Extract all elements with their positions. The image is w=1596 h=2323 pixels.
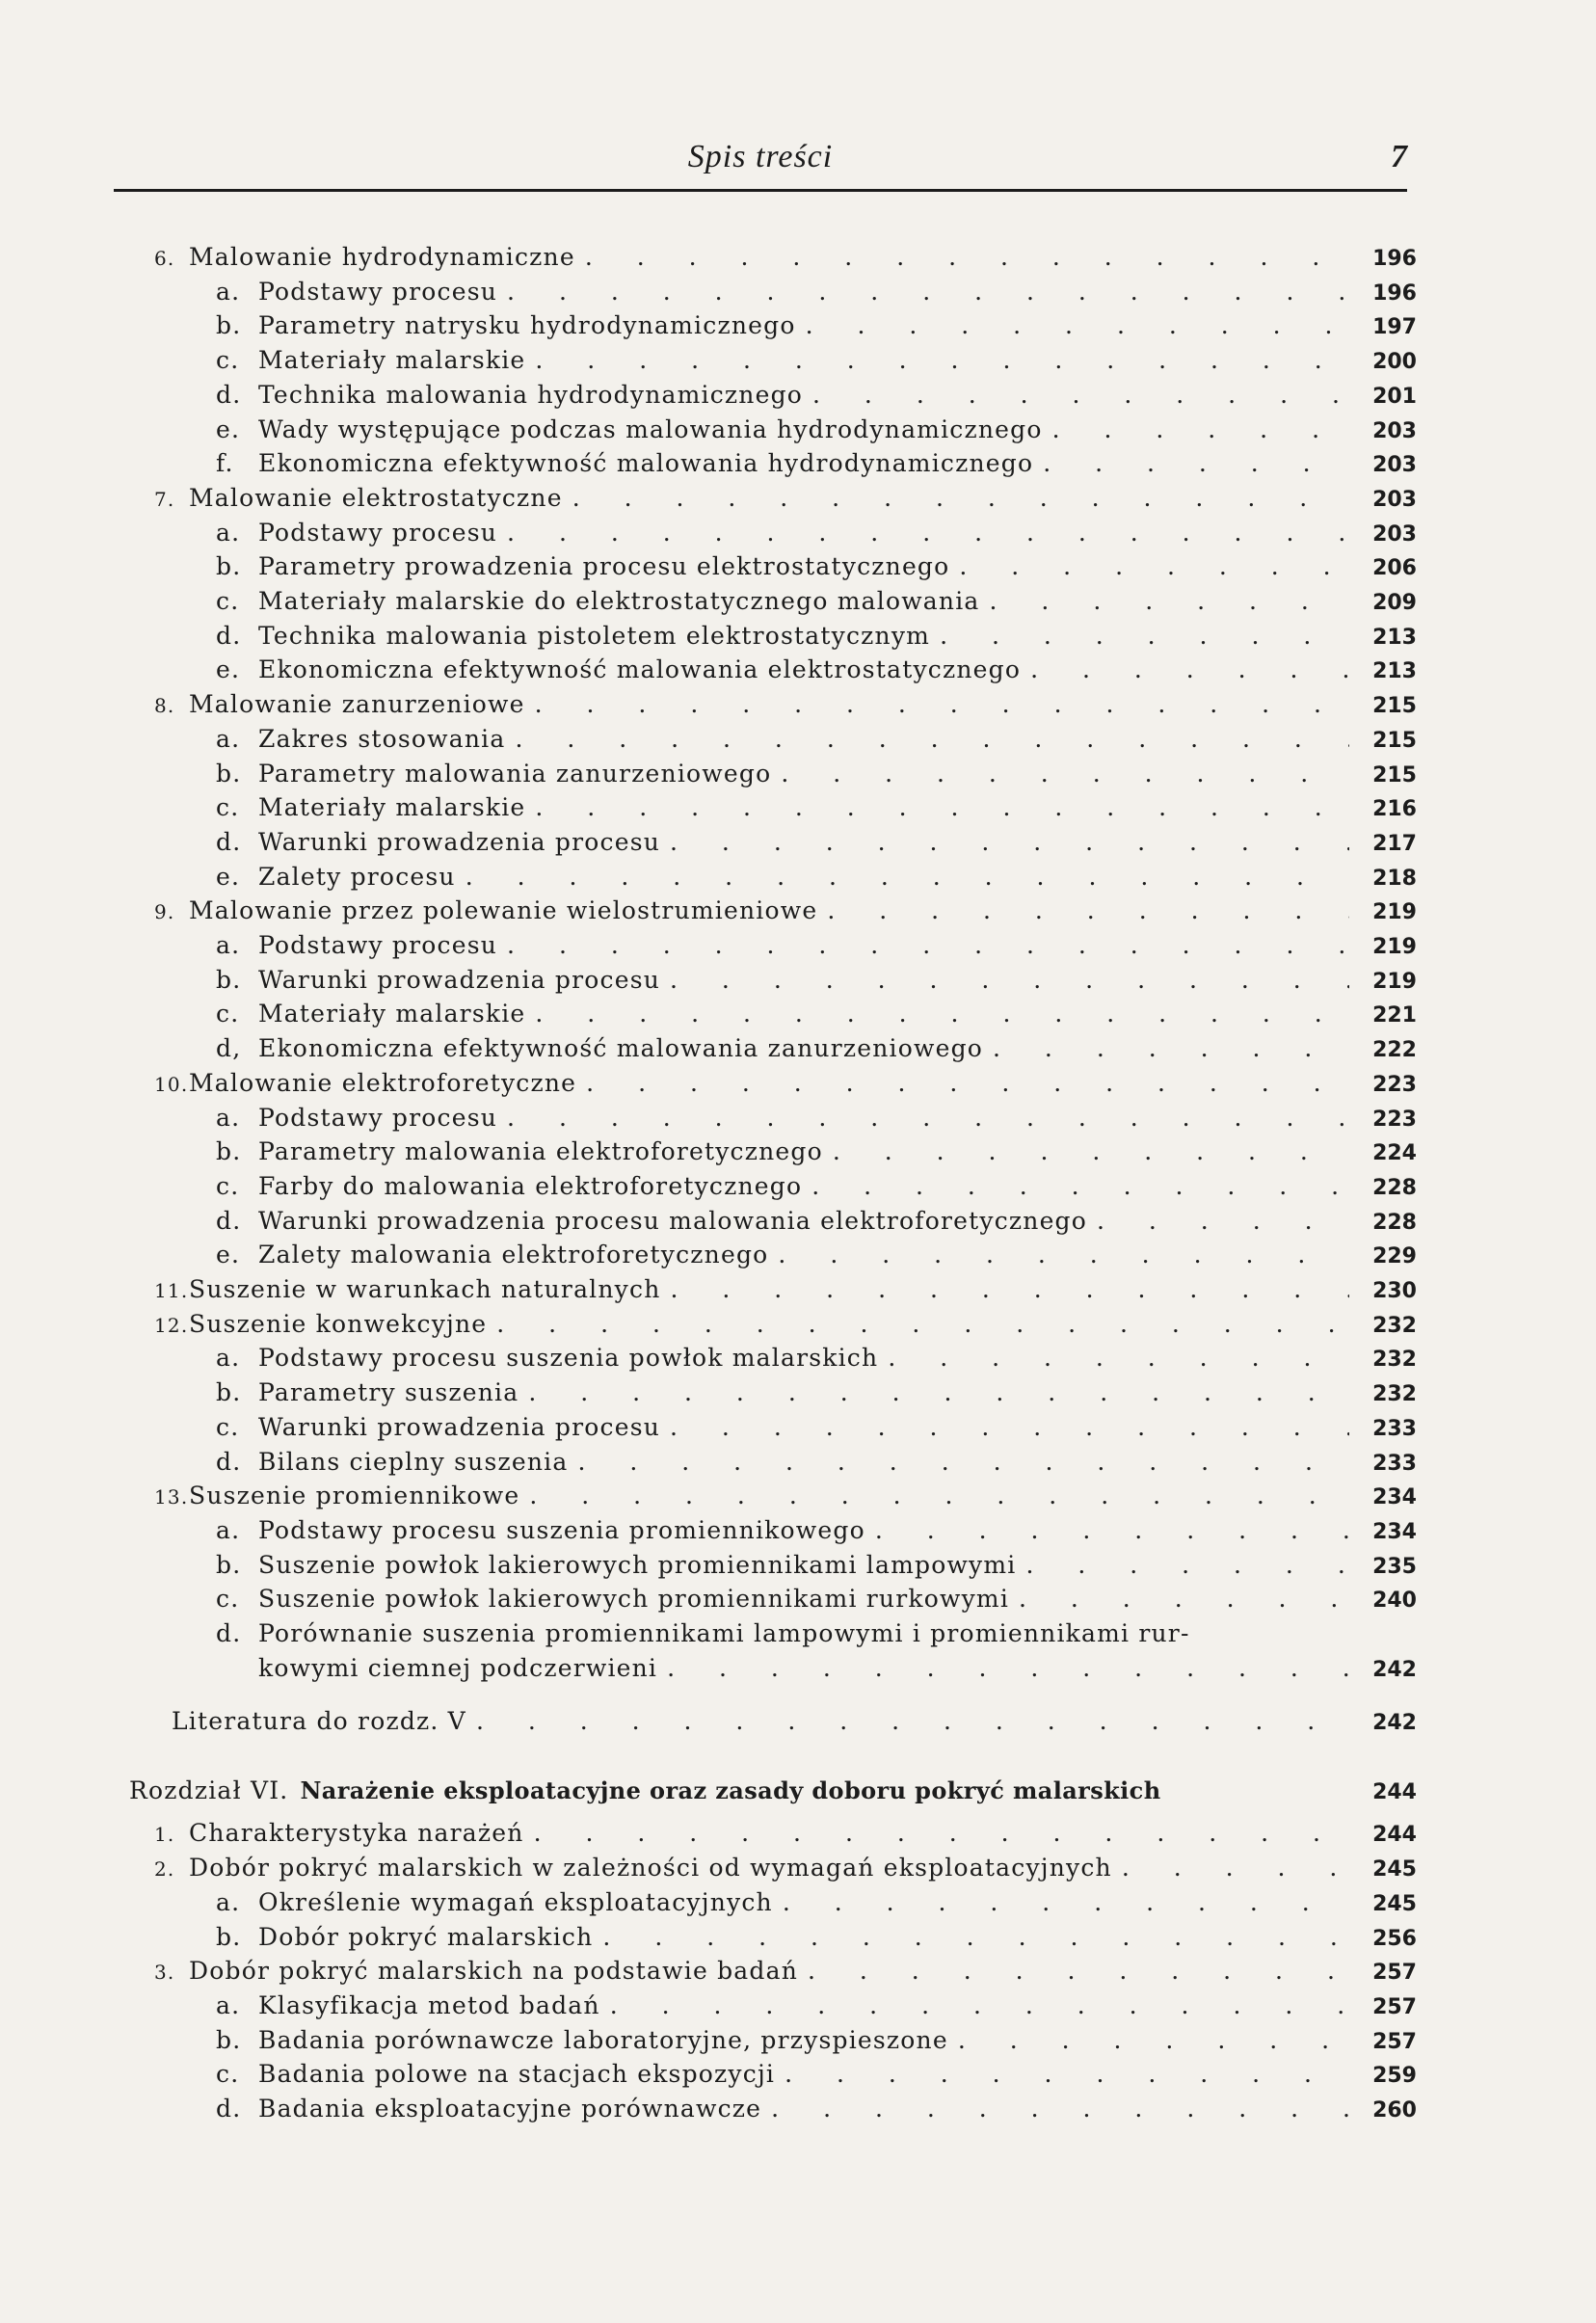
- toc-subsection: [216, 552, 1417, 585]
- toc-letter: b.: [216, 1378, 242, 1407]
- toc-label: Suszenie powłok lakierowych promiennikami lampowymi: [258, 1550, 1017, 1579]
- toc-letter: d.: [216, 827, 242, 856]
- toc-page-number: 234: [1372, 1519, 1417, 1544]
- toc-label: Parametry natrysku hydrodynamicznego: [258, 311, 796, 340]
- toc-letter: d.: [216, 1206, 242, 1235]
- dot-leader: [1019, 1585, 1349, 1613]
- toc-letter: a.: [216, 931, 241, 959]
- toc-subsection: [216, 1585, 1417, 1617]
- toc-letter: b.: [216, 311, 242, 340]
- toc-number: 8.: [154, 694, 175, 718]
- toc-subsection: [216, 346, 1417, 379]
- toc-section: [154, 1854, 1417, 1886]
- dot-leader: [833, 1137, 1349, 1165]
- toc-page-number: 203: [1372, 453, 1417, 478]
- toc-label: Dobór pokryć malarskich na podstawie badań: [189, 1957, 799, 1986]
- toc-page-number: 259: [1372, 2064, 1417, 2089]
- toc-page-number: 196: [1372, 280, 1417, 306]
- toc-page-number: 256: [1372, 1926, 1417, 1951]
- toc-label: Literatura do rozdz. V: [172, 1707, 466, 1736]
- toc-label: Zakres stosowania: [258, 724, 506, 753]
- toc-page-number: 230: [1372, 1279, 1417, 1303]
- toc-page-number: 203: [1372, 521, 1417, 547]
- dot-leader: [990, 587, 1349, 615]
- toc-subsection: [216, 1448, 1417, 1481]
- toc-letter: b.: [216, 1137, 242, 1166]
- toc-letter: a.: [216, 724, 241, 753]
- toc-label: Parametry malowania zanurzeniowego: [258, 759, 772, 788]
- dot-leader: [808, 1957, 1349, 1985]
- toc-page-number: 203: [1372, 418, 1417, 443]
- toc-label: Podstawy procesu: [258, 518, 498, 547]
- toc-label: Suszenie promiennikowe: [189, 1482, 520, 1510]
- toc-subsection: [216, 828, 1417, 861]
- dot-leader: [529, 1482, 1349, 1509]
- chapter-heading: [129, 1776, 1417, 1809]
- dot-leader: [476, 1707, 1349, 1735]
- toc-subsection: [216, 725, 1417, 758]
- chapter-prefix: Rozdział VI.: [129, 1776, 289, 1805]
- toc-letter: c.: [216, 587, 240, 615]
- toc-label: Wady występujące podczas malowania hydrodynamicznego: [258, 414, 1043, 443]
- dot-leader: [586, 1069, 1349, 1097]
- toc-section: [154, 1275, 1417, 1308]
- toc-subsection: [216, 1344, 1417, 1376]
- toc-subsection: [216, 1991, 1417, 2024]
- toc-label: Badania polowe na stacjach ekspozycji: [258, 2060, 776, 2089]
- toc-subsection: [216, 1619, 1417, 1652]
- toc-letter: a.: [216, 1344, 241, 1373]
- toc-page-number: 222: [1372, 1038, 1417, 1063]
- toc-subsection: [216, 1378, 1417, 1411]
- toc-label: Warunki prowadzenia procesu: [258, 827, 661, 856]
- toc-letter: b.: [216, 552, 242, 581]
- toc-label: kowymi ciemnej podczerwieni: [258, 1653, 658, 1682]
- toc-label: Dobór pokryć malarskich w zależności od wymagań eksploatacyjnych: [189, 1854, 1112, 1882]
- dot-leader: [771, 2095, 1349, 2123]
- toc-page-number: 203: [1372, 487, 1417, 512]
- dot-leader: [670, 828, 1349, 856]
- toc-page-number: 197: [1372, 315, 1417, 340]
- toc-page-number: 240: [1372, 1589, 1417, 1614]
- toc-subsection: [216, 311, 1417, 344]
- toc-label: Zalety procesu: [258, 862, 456, 891]
- dot-leader: [1097, 1207, 1349, 1235]
- toc-label: Badania porównawcze laboratoryjne, przyspieszone: [258, 2025, 948, 2054]
- toc-label: Porównanie suszenia promiennikami lampowymi i promiennikami rur-: [258, 1619, 1190, 1647]
- toc-subsection: [216, 587, 1417, 620]
- toc-label: Materiały malarskie: [258, 346, 526, 375]
- toc-label: Ekonomiczna efektywność malowania elektrostatycznego: [258, 655, 1022, 684]
- toc-label: Ekonomiczna efektywność malowania zanurzeniowego: [258, 1034, 984, 1063]
- toc-letter: f.: [216, 449, 234, 478]
- toc-label: Malowanie hydrodynamiczne: [189, 243, 575, 271]
- toc-letter: c.: [216, 1000, 240, 1028]
- toc-page-number: 229: [1372, 1244, 1417, 1269]
- toc-page-number: 245: [1372, 1891, 1417, 1916]
- toc-section: [154, 1819, 1417, 1852]
- toc-literature: [172, 1707, 1417, 1740]
- toc-subsection: [216, 519, 1417, 551]
- toc-label: Dobór pokryć malarskich: [258, 1922, 594, 1951]
- dot-leader: [778, 1241, 1349, 1268]
- toc-page-number: 213: [1372, 659, 1417, 684]
- toc-page-number: 242: [1372, 1657, 1417, 1682]
- toc-label: Charakterystyka narażeń: [189, 1819, 524, 1848]
- toc-subsection: [216, 1104, 1417, 1136]
- toc-label: Podstawy procesu: [258, 931, 498, 959]
- toc-continuation: [258, 1654, 1417, 1687]
- toc-letter: c.: [216, 1585, 240, 1614]
- dot-leader: [958, 2026, 1349, 2054]
- dot-leader: [959, 552, 1349, 580]
- toc-subsection: [216, 931, 1417, 964]
- toc-letter: a.: [216, 1887, 241, 1916]
- toc-label: Podstawy procesu suszenia promiennikowego: [258, 1515, 865, 1544]
- dot-leader: [827, 896, 1349, 924]
- toc-letter: d.: [216, 621, 242, 650]
- dot-leader: [466, 863, 1349, 891]
- toc-label: Parametry malowania elektroforetycznego: [258, 1137, 823, 1166]
- toc-label: Warunki prowadzenia procesu malowania elektroforetycznego: [258, 1206, 1088, 1235]
- toc-subsection: [216, 1413, 1417, 1446]
- toc-subsection: [216, 1172, 1417, 1205]
- toc-letter: d.: [216, 1447, 242, 1476]
- dot-leader: [535, 690, 1349, 718]
- toc-letter: d.: [216, 1619, 242, 1647]
- toc-letter: d,: [216, 1034, 242, 1063]
- toc-page-number: 216: [1372, 797, 1417, 822]
- toc-label: Warunki prowadzenia procesu: [258, 965, 661, 994]
- toc-subsection: [216, 278, 1417, 310]
- toc-letter: a.: [216, 1515, 241, 1544]
- toc-page-number: 223: [1372, 1107, 1417, 1132]
- running-title: Spis treści: [687, 139, 834, 174]
- toc-page-number: 201: [1372, 384, 1417, 409]
- toc-subsection: [216, 1241, 1417, 1273]
- dot-leader: [572, 484, 1349, 512]
- toc-number: 12.: [154, 1313, 189, 1337]
- toc-number: 3.: [154, 1961, 175, 1985]
- toc-label: Technika malowania pistoletem elektrostatycznym: [258, 621, 931, 650]
- toc-letter: a.: [216, 1103, 241, 1132]
- toc-label: Bilans cieplny suszenia: [258, 1447, 569, 1476]
- toc-section: [154, 1069, 1417, 1102]
- toc-subsection: [216, 1034, 1417, 1067]
- toc-letter: e.: [216, 414, 241, 443]
- dot-leader: [1052, 415, 1349, 443]
- dot-leader: [671, 1275, 1350, 1303]
- toc-letter: c.: [216, 793, 240, 822]
- dot-leader: [875, 1516, 1349, 1544]
- toc-label: Malowanie zanurzeniowe: [189, 690, 525, 719]
- dot-leader: [1043, 449, 1349, 477]
- toc-page-number: 233: [1372, 1416, 1417, 1441]
- toc-number: 11.: [154, 1279, 189, 1302]
- toc-subsection: [216, 1551, 1417, 1584]
- toc-subsection: [216, 1207, 1417, 1240]
- toc-label: Określenie wymagań eksploatacyjnych: [258, 1887, 773, 1916]
- toc-letter: d.: [216, 2095, 242, 2123]
- toc-subsection: [216, 760, 1417, 792]
- toc-section: [154, 243, 1417, 276]
- toc-letter: b.: [216, 759, 242, 788]
- toc-letter: b.: [216, 965, 242, 994]
- toc-label: Ekonomiczna efektywność malowania hydrodynamicznego: [258, 449, 1034, 478]
- toc-section: [154, 1957, 1417, 1989]
- toc-page-number: 219: [1372, 900, 1417, 925]
- toc-label: Suszenie konwekcyjne: [189, 1309, 488, 1338]
- toc-page-number: 196: [1372, 247, 1417, 271]
- dot-leader: [610, 1991, 1349, 2019]
- dot-leader: [783, 1888, 1349, 1916]
- dot-leader: [507, 278, 1349, 306]
- dot-leader: [667, 1654, 1349, 1682]
- toc-letter: e.: [216, 862, 241, 891]
- toc-page-number: 206: [1372, 556, 1417, 581]
- toc-page-number: 244: [1372, 1780, 1417, 1805]
- toc-subsection: [216, 655, 1417, 688]
- dot-leader: [496, 1310, 1349, 1338]
- dot-leader: [1025, 1551, 1349, 1579]
- toc-number: 10.: [154, 1072, 189, 1096]
- toc-section: [154, 690, 1417, 723]
- toc-page-number: 242: [1372, 1711, 1417, 1736]
- chapter-title: Narażenie eksploatacyjne oraz zasady doboru pokryć malarskich: [300, 1776, 1161, 1805]
- toc-page-number: 215: [1372, 762, 1417, 788]
- page-number: 7: [1391, 139, 1407, 174]
- toc-label: Parametry prowadzenia procesu elektrostatycznego: [258, 552, 950, 581]
- toc-page-number: 228: [1372, 1175, 1417, 1200]
- toc-letter: b.: [216, 1922, 242, 1951]
- toc-section: [154, 484, 1417, 517]
- dot-leader: [507, 1104, 1349, 1132]
- dot-leader: [811, 1172, 1349, 1200]
- dot-leader: [528, 1378, 1349, 1406]
- dot-leader: [670, 966, 1349, 994]
- toc-page-number: 232: [1372, 1313, 1417, 1338]
- toc-subsection: [216, 2095, 1417, 2127]
- toc-label: Podstawy procesu: [258, 277, 498, 306]
- toc-page-number: 233: [1372, 1451, 1417, 1476]
- toc-subsection: [216, 1923, 1417, 1956]
- dot-leader: [577, 1448, 1349, 1476]
- toc-page-number: 200: [1372, 350, 1417, 375]
- dot-leader: [535, 793, 1349, 821]
- toc-label: Klasyfikacja metod badań: [258, 1990, 600, 2019]
- toc-label: Podstawy procesu suszenia powłok malarskich: [258, 1344, 879, 1373]
- dot-leader: [507, 931, 1349, 959]
- dot-leader: [785, 2060, 1349, 2088]
- toc-page-number: 219: [1372, 969, 1417, 994]
- toc-page-number: 260: [1372, 2098, 1417, 2123]
- dot-leader: [670, 1413, 1349, 1441]
- toc-page-number: 221: [1372, 1003, 1417, 1028]
- toc-subsection: [216, 415, 1417, 448]
- toc-page-number: 224: [1372, 1141, 1417, 1166]
- toc-letter: c.: [216, 2060, 240, 2089]
- toc-label: Technika malowania hydrodynamicznego: [258, 380, 804, 409]
- toc-page-number: 223: [1372, 1072, 1417, 1097]
- dot-leader: [515, 725, 1349, 753]
- toc-page-number: 215: [1372, 728, 1417, 753]
- toc-page-number: 213: [1372, 625, 1417, 650]
- toc-label: Materiały malarskie: [258, 793, 526, 822]
- toc-subsection: [216, 1888, 1417, 1921]
- toc-page-number: 234: [1372, 1485, 1417, 1510]
- toc-label: Materiały malarskie: [258, 1000, 526, 1028]
- dot-leader: [812, 381, 1349, 409]
- toc-letter: a.: [216, 277, 241, 306]
- dot-leader: [602, 1923, 1349, 1951]
- toc-subsection: [216, 793, 1417, 826]
- toc-page-number: 218: [1372, 866, 1417, 891]
- toc-page-number: 245: [1372, 1857, 1417, 1882]
- toc-page-number: 235: [1372, 1554, 1417, 1579]
- toc-subsection: [216, 2060, 1417, 2093]
- toc-page-number: 219: [1372, 935, 1417, 959]
- dot-leader: [534, 1819, 1349, 1847]
- toc-subsection: [216, 622, 1417, 654]
- dot-leader: [940, 622, 1349, 650]
- dot-leader: [993, 1034, 1349, 1062]
- dot-leader: [1122, 1854, 1349, 1882]
- dot-leader: [535, 346, 1349, 374]
- toc-page-number: 257: [1372, 1994, 1417, 2019]
- toc-number: 13.: [154, 1485, 189, 1509]
- toc-number: 9.: [154, 900, 175, 924]
- dot-leader: [806, 311, 1349, 339]
- toc-number: 6.: [154, 247, 175, 270]
- toc-label: Farby do malowania elektroforetycznego: [258, 1171, 803, 1200]
- toc-subsection: [216, 449, 1417, 482]
- toc-label: Podstawy procesu: [258, 1103, 498, 1132]
- toc-page-number: 217: [1372, 831, 1417, 856]
- toc-page-number: 257: [1372, 1961, 1417, 1986]
- toc-page-number: 257: [1372, 2029, 1417, 2054]
- toc-subsection: [216, 966, 1417, 999]
- toc-subsection: [216, 1137, 1417, 1170]
- dot-leader: [535, 1000, 1349, 1028]
- toc-subsection: [216, 381, 1417, 414]
- toc-label: Materiały malarskie do elektrostatycznego malowania: [258, 587, 980, 615]
- toc-subsection: [216, 2026, 1417, 2059]
- dot-leader: [781, 760, 1349, 788]
- toc-label: Zalety malowania elektroforetycznego: [258, 1241, 769, 1269]
- toc-letter: d.: [216, 380, 242, 409]
- toc-page-number: 232: [1372, 1382, 1417, 1407]
- toc-letter: a.: [216, 518, 241, 547]
- toc-section: [154, 1482, 1417, 1514]
- toc-letter: e.: [216, 655, 241, 684]
- toc-label: Malowanie elektroforetyczne: [189, 1068, 577, 1097]
- toc-section: [154, 896, 1417, 929]
- dot-leader: [1030, 655, 1349, 683]
- toc-letter: b.: [216, 2025, 242, 2054]
- toc-subsection: [216, 1000, 1417, 1032]
- toc-letter: c.: [216, 1412, 240, 1441]
- toc-page-number: 232: [1372, 1348, 1417, 1373]
- toc-number: 1.: [154, 1823, 175, 1847]
- toc-label: Malowanie elektrostatyczne: [189, 483, 563, 512]
- toc-number: 2.: [154, 1857, 175, 1882]
- toc-page-number: 215: [1372, 694, 1417, 719]
- toc-page-number: 228: [1372, 1210, 1417, 1235]
- toc-subsection: [216, 1516, 1417, 1549]
- dot-leader: [507, 519, 1349, 547]
- toc-subsection: [216, 863, 1417, 895]
- toc-letter: b.: [216, 1550, 242, 1579]
- toc-letter: a.: [216, 1990, 241, 2019]
- toc-label: Badania eksploatacyjne porównawcze: [258, 2095, 762, 2123]
- toc-number: 7.: [154, 487, 175, 511]
- toc-letter: c.: [216, 346, 240, 375]
- dot-leader: [585, 243, 1349, 271]
- toc-label: Suszenie powłok lakierowych promiennikami rurkowymi: [258, 1585, 1010, 1614]
- toc-letter: e.: [216, 1241, 241, 1269]
- toc-label: Suszenie w warunkach naturalnych: [189, 1275, 661, 1303]
- toc-letter: c.: [216, 1171, 240, 1200]
- dot-leader: [888, 1344, 1349, 1372]
- toc-page-number: 244: [1372, 1823, 1417, 1848]
- toc-page-number: 209: [1372, 591, 1417, 615]
- toc-label: Parametry suszenia: [258, 1378, 519, 1407]
- toc-label: Warunki prowadzenia procesu: [258, 1412, 661, 1441]
- toc-section: [154, 1310, 1417, 1343]
- toc-label: Malowanie przez polewanie wielostrumieniowe: [189, 896, 818, 925]
